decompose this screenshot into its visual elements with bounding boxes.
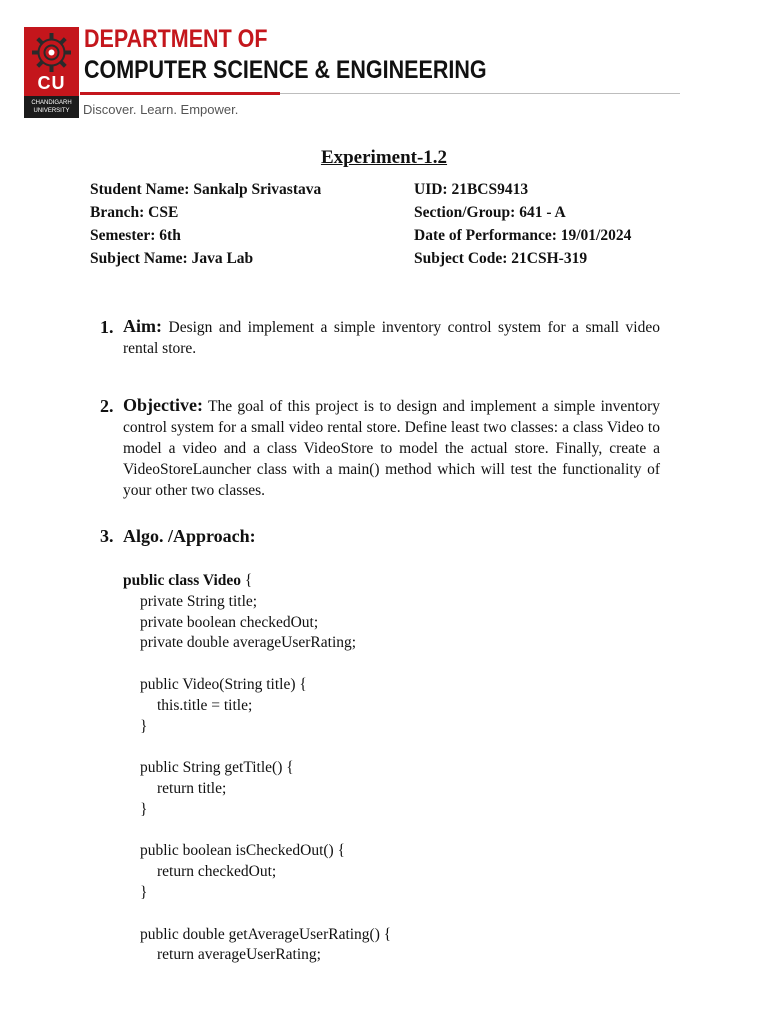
code-line: private boolean checkedOut; — [140, 613, 319, 631]
date-of-performance: Date of Performance: 19/01/2024 — [414, 227, 632, 244]
student-uid: UID: 21BCS9413 — [414, 181, 529, 198]
student-name: Student Name: Sankalp Srivastava — [90, 181, 322, 198]
logo-university-text: CHANDIGARH UNIVERSITY — [31, 100, 72, 114]
code-line — [123, 654, 683, 675]
aim-section — [123, 316, 660, 359]
code-line: public boolean isCheckedOut() { — [140, 842, 346, 860]
subject-code: Subject Code: 21CSH-319 — [414, 250, 588, 267]
code-line — [123, 904, 683, 925]
logo-cu-text: CU — [37, 73, 66, 93]
branch: Branch: CSE — [90, 204, 179, 221]
code-line: } — [140, 717, 148, 735]
code-class-brace: { — [241, 572, 253, 589]
code-line: return averageUserRating; — [157, 946, 321, 964]
code-line: public Video(String title) { — [140, 675, 307, 693]
aim-text: Design and implement a simple inventory control system for a small video rental store. — [123, 319, 660, 357]
department-heading-line1: DEPARTMENT OF — [84, 25, 268, 53]
code-line: } — [140, 800, 148, 818]
aim-number: 1. — [100, 317, 114, 337]
approach-number: 3. — [100, 526, 114, 546]
gear-emblem-icon — [30, 31, 73, 74]
code-line: } — [140, 883, 148, 901]
header-divider-gray — [280, 93, 680, 94]
code-line: public String getTitle() { — [140, 759, 294, 777]
university-logo — [24, 27, 79, 118]
code-line: this.title = title; — [157, 696, 253, 714]
objective-number: 2. — [100, 396, 114, 416]
subject-name: Subject Name: Java Lab — [90, 250, 254, 267]
objective-section — [123, 395, 660, 501]
code-block — [123, 571, 683, 966]
code-line — [123, 821, 683, 842]
semester: Semester: 6th — [90, 227, 181, 244]
code-class-declaration: public class Video — [123, 572, 241, 589]
code-line: public double getAverageUserRating() { — [140, 925, 392, 943]
department-heading-line2: COMPUTER SCIENCE & ENGINEERING — [84, 56, 487, 84]
objective-heading: Objective: — [123, 395, 203, 415]
aim-heading: Aim: — [123, 316, 162, 336]
approach-heading: Algo. /Approach: — [123, 526, 256, 546]
header-divider-red — [80, 92, 280, 95]
code-line: return title; — [157, 779, 227, 797]
code-line: return checkedOut; — [157, 863, 277, 881]
code-line: private String title; — [140, 592, 258, 610]
objective-text: The goal of this project is to design and implement a simple inventory control system for a small video rental store. Define least two classes: a class Video to model a video and a class VideoStore to model the actual store. Finally, create a VideoStoreLauncher class with a main() method which will test the functionality of your other two classes. — [123, 398, 660, 499]
code-line: private double averageUserRating; — [140, 634, 357, 652]
experiment-title: Experiment-1.2 — [320, 147, 448, 168]
code-line — [123, 737, 683, 758]
tagline: Discover. Learn. Empower. — [83, 102, 239, 117]
code-line — [123, 571, 683, 592]
section-group: Section/Group: 641 - A — [414, 204, 566, 221]
